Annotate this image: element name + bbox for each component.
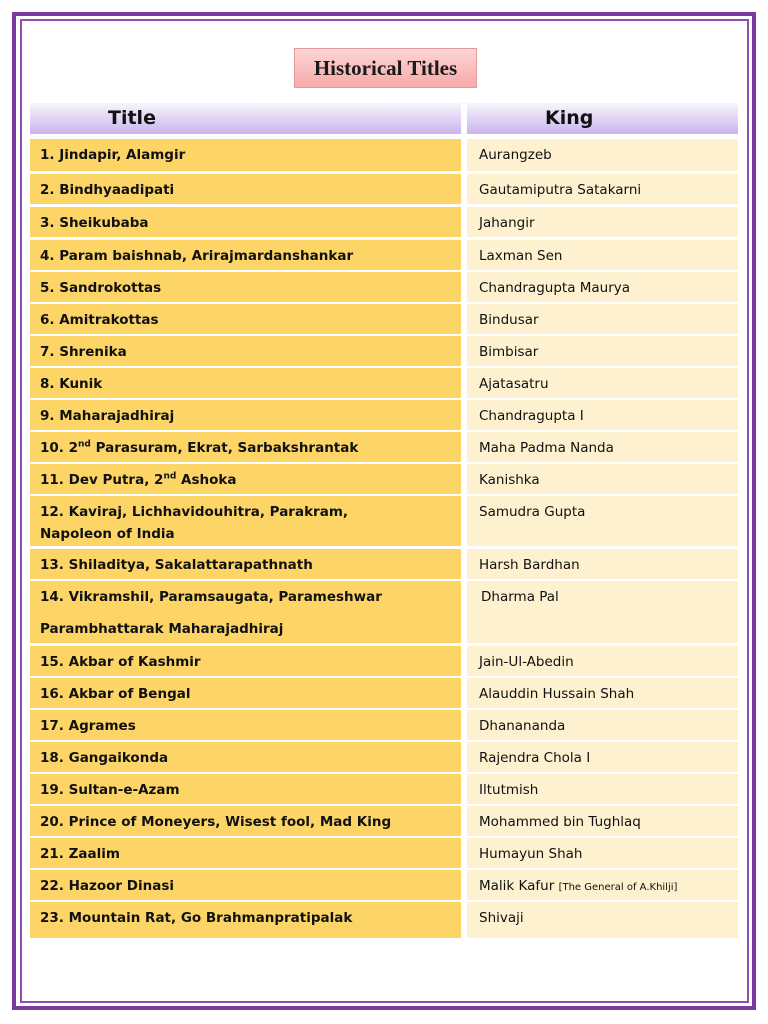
king-cell-8: Ajatasatru: [467, 368, 738, 398]
king-cell-6: Bindusar: [467, 304, 738, 334]
page-title: Historical Titles: [294, 48, 477, 88]
king-cell-9: Chandragupta I: [467, 400, 738, 430]
title-cell-12-line-2: Napoleon of India: [40, 526, 175, 542]
title-cell-14: [30, 581, 461, 643]
king-cell-16: Alauddin Hussain Shah: [467, 678, 738, 708]
title-cell-12-line-1: 12. Kaviraj, Lichhavidouhitra, Parakram,: [40, 504, 349, 520]
title-cell-10: [30, 432, 461, 462]
title-cell-2: 2. Bindhyaadipati: [30, 174, 461, 204]
title-cell-22: 22. Hazoor Dinasi: [30, 870, 461, 900]
title-cell-6: 6. Amitrakottas: [30, 304, 461, 334]
title-cell-10-part-a: 10. 2: [40, 440, 79, 456]
king-cell-20: Mohammed bin Tughlaq: [467, 806, 738, 836]
title-cell-8: 8. Kunik: [30, 368, 461, 398]
title-cell-11-part-b: Ashoka: [176, 472, 237, 488]
title-cell-4: 4. Param baishnab, Arirajmardanshankar: [30, 240, 461, 270]
title-cell-10-superscript: nd: [78, 439, 91, 450]
title-cell-11-superscript: nd: [163, 471, 177, 482]
king-cell-12: Samudra Gupta: [467, 496, 738, 546]
king-cell-3: Jahangir: [467, 207, 738, 237]
title-cell-3: 3. Sheikubaba: [30, 207, 461, 237]
title-cell-14-line-1: 14. Vikramshil, Paramsaugata, Parameshwar: [40, 589, 382, 605]
title-cell-19: 19. Sultan-e-Azam: [30, 774, 461, 804]
title-cell-9: 9. Maharajadhiraj: [30, 400, 461, 430]
king-cell-21: Humayun Shah: [467, 838, 738, 868]
king-cell-22-note: [The General of A.Khilji]: [558, 882, 678, 893]
title-cell-11-part-a: 11. Dev Putra, 2: [40, 472, 164, 488]
king-cell-7: Bimbisar: [467, 336, 738, 366]
title-cell-14-line-2: Parambhattarak Maharajadhiraj: [40, 621, 284, 637]
king-cell-10: Maha Padma Nanda: [467, 432, 738, 462]
title-cell-18: 18. Gangaikonda: [30, 742, 461, 772]
king-cell-13: Harsh Bardhan: [467, 549, 738, 579]
king-cell-15: Jain-Ul-Abedin: [467, 646, 738, 676]
king-cell-11: Kanishka: [467, 464, 738, 494]
title-cell-12: [30, 496, 461, 546]
king-cell-22: [467, 870, 738, 900]
title-cell-15: 15. Akbar of Kashmir: [30, 646, 461, 676]
king-cell-18: Rajendra Chola I: [467, 742, 738, 772]
king-cell-2: Gautamiputra Satakarni: [467, 174, 738, 204]
king-cell-5: Chandragupta Maurya: [467, 272, 738, 302]
column-header-title: Title: [30, 103, 461, 134]
title-cell-21: 21. Zaalim: [30, 838, 461, 868]
title-cell-1: 1. Jindapir, Alamgir: [30, 139, 461, 171]
king-cell-19: Iltutmish: [467, 774, 738, 804]
king-cell-4: Laxman Sen: [467, 240, 738, 270]
title-cell-11: [30, 464, 461, 494]
king-cell-1: Aurangzeb: [467, 139, 738, 171]
title-cell-16: 16. Akbar of Bengal: [30, 678, 461, 708]
title-cell-7: 7. Shrenika: [30, 336, 461, 366]
king-cell-17: Dhanananda: [467, 710, 738, 740]
title-cell-10-part-b: Parasuram, Ekrat, Sarbakshrantak: [90, 440, 359, 456]
title-cell-20: 20. Prince of Moneyers, Wisest fool, Mad King: [30, 806, 461, 836]
king-cell-22-name: Malik Kafur: [479, 878, 555, 894]
title-cell-13: 13. Shiladitya, Sakalattarapathnath: [30, 549, 461, 579]
title-cell-23: 23. Mountain Rat, Go Brahmanpratipalak: [30, 902, 461, 938]
column-header-king: King: [467, 103, 738, 134]
title-cell-5: 5. Sandrokottas: [30, 272, 461, 302]
king-cell-23: Shivaji: [467, 902, 738, 938]
title-cell-17: 17. Agrames: [30, 710, 461, 740]
king-cell-14: Dharma Pal: [467, 581, 738, 643]
